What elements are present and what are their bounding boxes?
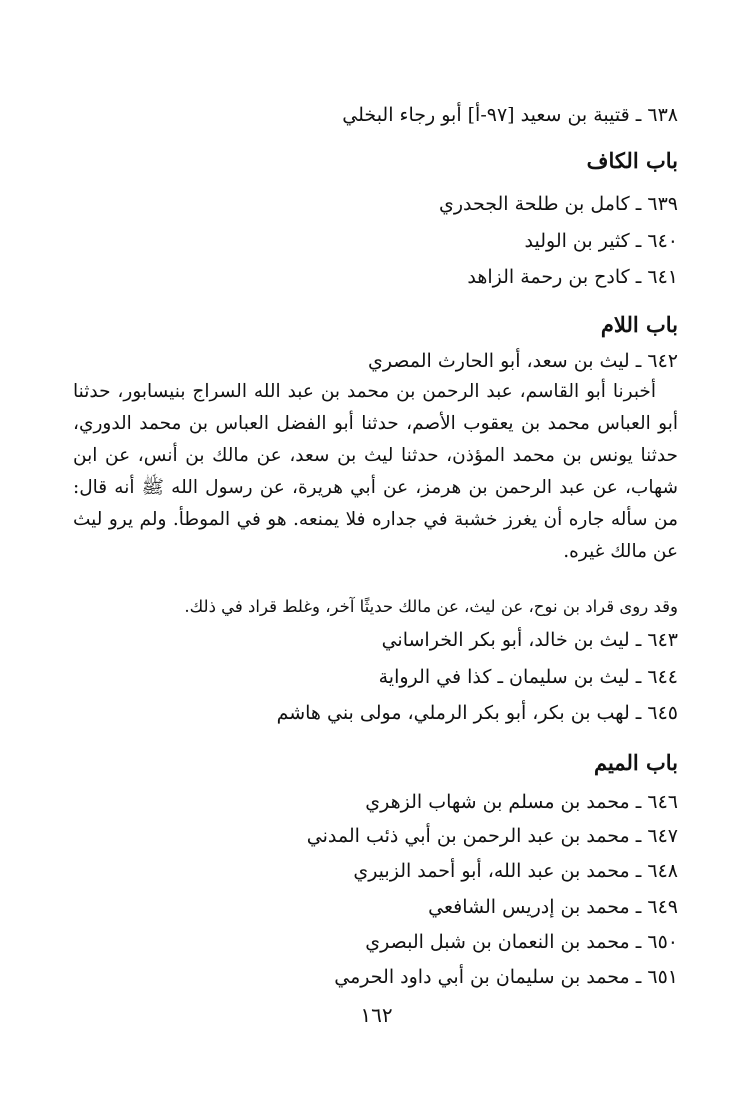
entry-649: ٦٤٩ ـ محمد بن إدريس الشافعي	[428, 896, 678, 918]
entry-644: ٦٤٤ ـ ليث بن سليمان ـ كذا في الرواية	[378, 666, 678, 688]
entry-638: ٦٣٨ ـ قتيبة بن سعيد [٩٧-أ] أبو رجاء البخلي	[342, 104, 678, 126]
entry-647: ٦٤٧ ـ محمد بن عبد الرحمن بن أبي ذئب المدني	[306, 825, 678, 847]
entry-640: ٦٤٠ ـ كثير بن الوليد	[524, 230, 678, 252]
hadith-paragraph	[73, 376, 678, 568]
entry-648: ٦٤٨ ـ محمد بن عبد الله، أبو أحمد الزبيري	[353, 860, 678, 882]
entry-650: ٦٥٠ ـ محمد بن النعمان بن شبل البصري	[365, 931, 678, 953]
entry-641: ٦٤١ ـ كادح بن رحمة الزاهد	[467, 266, 678, 288]
entry-651: ٦٥١ ـ محمد بن سليمان بن أبي داود الحرمي	[334, 966, 678, 988]
hadith-note: وقد روى قراد بن نوح، عن ليث، عن مالك حديثًا آخر، وغلط قراد في ذلك.	[184, 597, 678, 616]
section-heading-kaf: باب الكاف	[586, 148, 678, 173]
section-heading-mim: باب الميم	[593, 750, 678, 775]
entry-642: ٦٤٢ ـ ليث بن سعد، أبو الحارث المصري	[367, 350, 678, 372]
entry-639: ٦٣٩ ـ كامل بن طلحة الجحدري	[438, 193, 678, 215]
hadith-text: أخبرنا أبو القاسم، عبد الرحمن بن محمد بن عبد الله السراج بنيسابور، حدثنا أبو العباس محمد بن يعقوب الأصم، حدثنا أبو الفضل العباس بن محمد الدوري، حدثنا يونس بن محمد المؤذن، حدثنا ليث بن سعد، عن مالك بن أنس، عن ابن شهاب، عن عبد الرحمن بن هرمز، عن أبي هريرة، عن رسول الله ﷺ أنه قال: من سأله جاره أن يغرز خشبة في جداره فلا يمنعه. هو في الموطأ. ولم يرو ليث عن مالك غيره.	[73, 381, 678, 562]
entry-643: ٦٤٣ ـ ليث بن خالد، أبو بكر الخراساني	[381, 629, 678, 651]
entry-645: ٦٤٥ ـ لهب بن بكر، أبو بكر الرملي، مولى بني هاشم	[276, 702, 678, 724]
section-heading-lam: باب اللام	[600, 312, 678, 337]
entry-646: ٦٤٦ ـ محمد بن مسلم بن شهاب الزهري	[365, 791, 678, 813]
page-number: ١٦٢	[360, 1003, 393, 1027]
